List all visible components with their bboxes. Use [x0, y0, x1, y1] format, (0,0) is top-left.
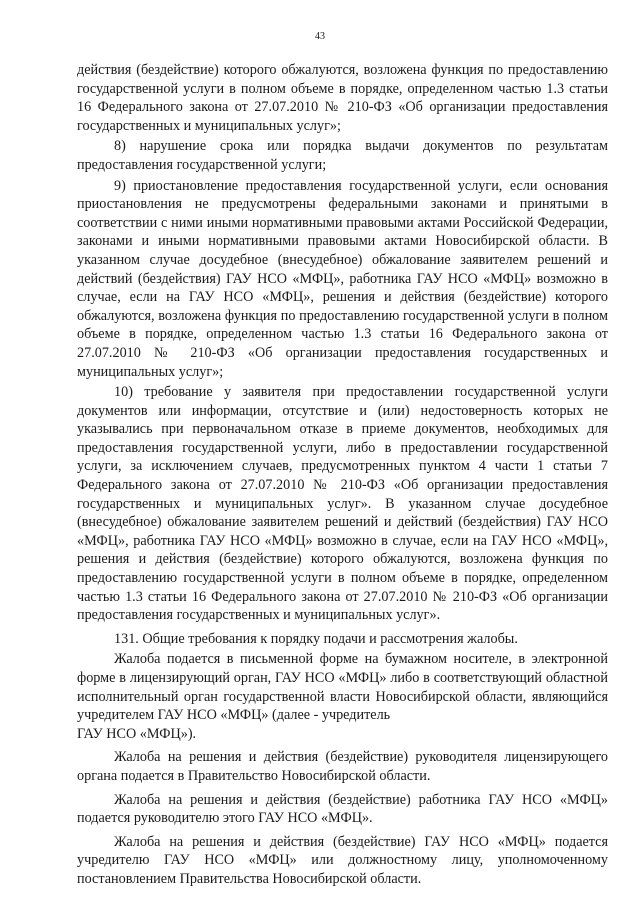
document-body — [77, 61, 608, 889]
paragraph-item-8: 8) нарушение срока или порядка выдачи документов по результатам предоставления государственной услуги; — [77, 138, 608, 173]
paragraph-complaint-submission-end: ГАУ НСО «МФЦ»). — [77, 725, 197, 742]
paragraph-complaint-worker: Жалоба на решения и действия (бездействие) работника ГАУ НСО «МФЦ» подается руководителю этого ГАУ НСО «МФЦ». — [77, 791, 608, 827]
paragraph-complaint-head: Жалоба на решения и действия (бездействие) руководителя лицензирующего органа подается в Правительство Новосибирской области. — [77, 749, 608, 784]
paragraph-complaint-mfc: Жалоба на решения и действия (бездействие) ГАУ НСО «МФЦ» подается учредителю ГАУ НСО «МФЦ» или должностному лицу, уполномоченному постановлением Правительства Новосибирской области. — [77, 833, 608, 887]
paragraph-continuation: действия (бездействие) которого обжалуются, возложена функция по предоставлению государственной услуги в полном объеме в порядке, определенном частью 1.3 статьи 16 Федерального закона от 27.07.2010 № 210-ФЗ «Об организации предоставления государственных и муниципальных услуг»; — [77, 62, 608, 134]
paragraph-complaint-submission: Жалоба подается в письменной форме на бумажном носителе, в электронной форме в лицензирующий орган, ГАУ НСО «МФЦ» либо в соответствующий областной исполнительный орган государственной власти Новосибирской области, являющийся учредителем ГАУ НСО «МФЦ» (далее - учредитель — [77, 651, 608, 724]
paragraph-item-9: 9) приостановление предоставления государственной услуги, если основания приостановления не предусмотрены федеральными законами и принятыми в соответствии с ними иными нормативными правовыми актами Российской Федерации, законами и иными нормативными правовыми актами Новосибирской области. В указанном случае досудебное (внесудебное) обжалование заявителем решений и действий (бездействия) ГАУ НСО «МФЦ», работника ГАУ НСО «МФЦ» возможно в случае, если на ГАУ НСО «МФЦ», решения и действия (бездействие) которого обжалуются, возложена функция по предоставлению государственной услуги в полном объеме в порядке, определенном частью 1.3 статьи 16 Федерального закона от 27.07.2010 № 210-ФЗ «Об организации предоставления государственных и муниципальных услуг»; — [77, 177, 608, 380]
paragraph-item-10: 10) требование у заявителя при предоставлении государственной услуги документов или информации, отсутствие и (или) недостоверность которых не указывались при первоначальном отказе в приеме документов, необходимых для предоставления государственной услуги, либо в предоставлении государственной услуги, за исключением случаев, предусмотренных пунктом 4 части 1 статьи 7 Федерального закона от 27.07.2010 № 210-ФЗ «Об организации предоставления государственных и муниципальных услуг». В указанном случае досудебное (внесудебное) обжалование заявителем решений и действий (бездействия) ГАУ НСО «МФЦ», работника ГАУ НСО «МФЦ» возможно в случае, если на ГАУ НСО «МФЦ», решения и действия (бездействие) которого обжалуются, возложена функция по предоставлению государственной услуги в полном объеме в порядке, определенном частью 1.3 статьи 16 Федерального закона от 27.07.2010 № 210-ФЗ «Об организации предоставления государственных и муниципальных услуг». — [77, 384, 608, 624]
paragraph-section-131: 131. Общие требования к порядку подачи и рассмотрения жалобы. — [114, 630, 518, 647]
page-number: 43 — [315, 31, 325, 42]
